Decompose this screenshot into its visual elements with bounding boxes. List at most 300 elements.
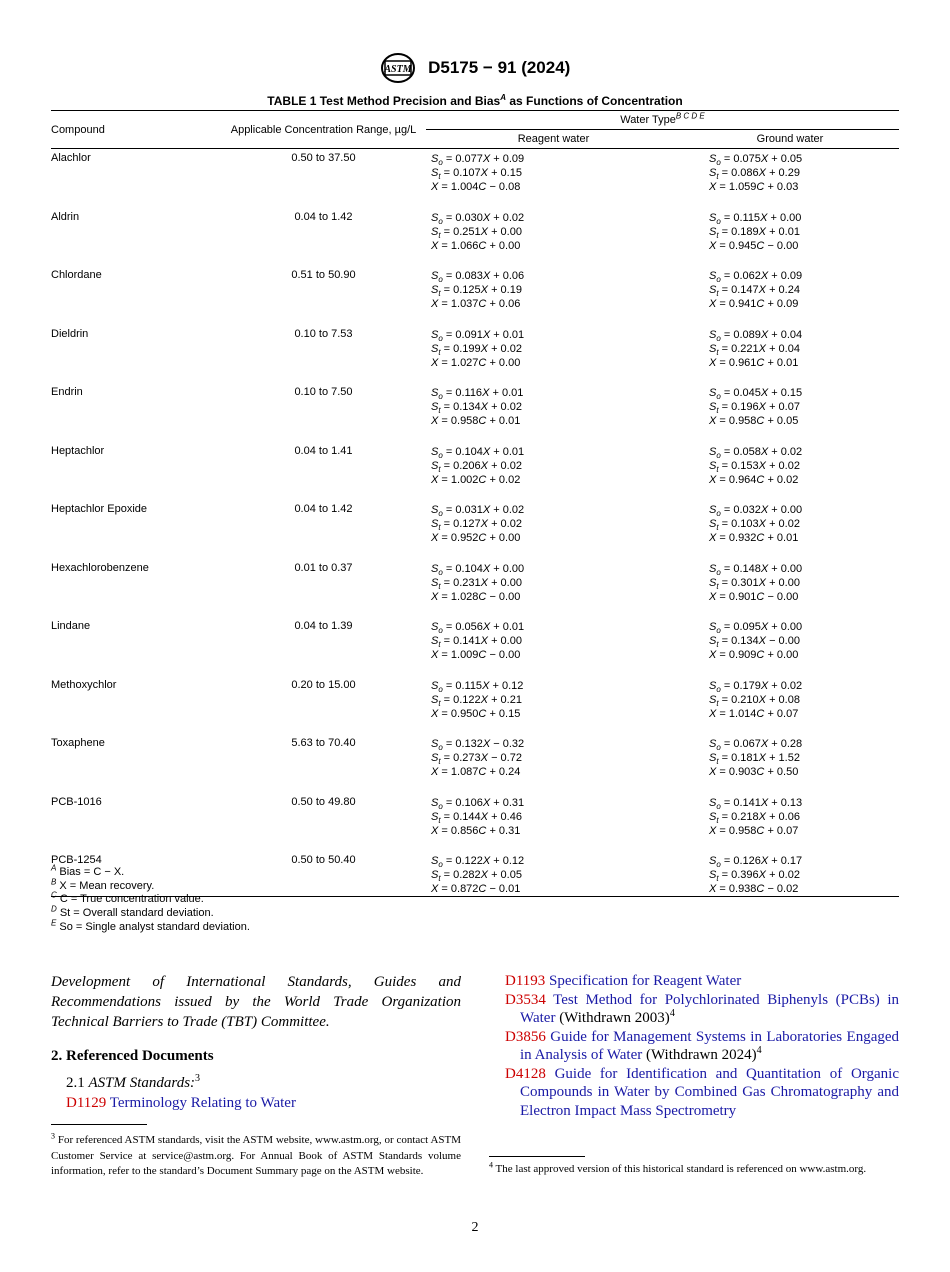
equation-line: $S_t = 0.107X + 0.15$ [431, 167, 522, 182]
concentration-range: 0.50 to 49.80 [291, 795, 356, 808]
equation-line: X = 1.066C + 0.00 [431, 239, 521, 252]
equation-coefficient: 0.958 [728, 415, 757, 427]
equation-coefficient: 0.067 [733, 738, 761, 750]
equation-constant: − 0.08 [489, 181, 521, 193]
equation-line: $S_o = 0.148X + 0.00$ [709, 562, 803, 577]
equation-constant: + 0.06 [769, 810, 800, 823]
equation-constant: − 0.01 [489, 883, 521, 895]
table-footnote-text: X = Mean recovery. [59, 879, 155, 892]
table-footnote: $^B$ X = Mean recovery. [51, 877, 155, 892]
footnote-3 [51, 1133, 461, 1180]
equation-line: $S_t = 0.210X + 0.08$ [709, 693, 800, 708]
equation-coefficient: 0.950 [450, 707, 479, 720]
equation-coefficient: 0.116 [455, 387, 483, 399]
equation-line: X = 1.027C + 0.00 [431, 356, 521, 369]
section-heading: 2. Referenced Documents [51, 1048, 214, 1064]
equation-constant: + 0.12 [492, 679, 524, 692]
equation-coefficient: 0.125 [453, 284, 481, 296]
equation-constant: + 0.15 [489, 707, 521, 720]
equation-coefficient: 0.148 [733, 562, 761, 575]
equation-coefficient: 0.153 [731, 459, 759, 472]
equation-constant: + 0.07 [767, 824, 799, 837]
equation-line: $S_t = 0.153X + 0.02$ [709, 459, 800, 474]
concentration-range: 0.10 to 7.50 [294, 386, 353, 398]
standard-designation: D5175 − 91 (2024) [428, 58, 571, 77]
equation-line: X = 1.059C + 0.03 [709, 181, 799, 193]
equation-coefficient: 0.126 [733, 855, 761, 867]
equation-coefficient: 0.210 [731, 693, 759, 706]
equation-constant: + 0.00 [771, 562, 803, 575]
reference-item[interactable] [505, 972, 899, 991]
equation-coefficient: 0.122 [455, 855, 483, 867]
header-compound: Compound [51, 123, 105, 136]
equation-coefficient: 0.141 [453, 635, 481, 647]
equation-constant: + 0.08 [769, 693, 800, 706]
equation-line: $S_t = 0.206X + 0.02$ [431, 459, 522, 474]
reagent-water-equations [426, 676, 681, 735]
equation-coefficient: 0.077 [455, 153, 483, 165]
equation-line: $S_t = 0.125X + 0.19$ [431, 284, 522, 299]
equation-constant: + 0.02 [771, 679, 803, 692]
equation-constant: + 0.29 [769, 167, 800, 179]
equation-coefficient: 0.251 [453, 225, 481, 238]
reference-title-link[interactable]: Specification for Reagent Water [549, 973, 742, 989]
equation-line: X = 0.945C − 0.00 [709, 239, 799, 252]
equation-constant: + 0.28 [771, 738, 803, 750]
ground-water-equations [681, 442, 899, 501]
equation-constant: + 0.02 [771, 445, 803, 458]
equation-constant: + 0.00 [489, 356, 521, 369]
equation-constant: + 0.02 [491, 459, 522, 472]
equation-constant: + 0.12 [493, 855, 525, 867]
equation-coefficient: 0.181 [731, 752, 759, 764]
equation-coefficient: 0.218 [731, 810, 759, 823]
footnote-mark: 3 [51, 1131, 55, 1141]
header-concentration-range: Applicable Concentration Range, µg/L [230, 123, 417, 136]
equation-constant: + 0.04 [771, 328, 803, 341]
equation-coefficient: 0.206 [453, 459, 481, 472]
equation-line: $S_o = 0.031X + 0.02$ [431, 504, 525, 519]
reference-title-link[interactable]: Guide for Identification and Quantitation of Organic Compounds in Water by Combined Gas Chromatography and Electron Impact Mass Spectrometry [520, 1065, 899, 1119]
reagent-water-equations [426, 383, 681, 442]
reagent-water-equations [426, 734, 681, 793]
table-caption [51, 94, 899, 108]
reagent-water-equations [426, 208, 681, 267]
equation-constant: + 0.31 [489, 824, 521, 837]
table-row [51, 149, 899, 208]
equation-constant: + 0.01 [492, 387, 524, 399]
equation-coefficient: 1.014 [728, 707, 757, 720]
equation-constant: + 0.46 [491, 810, 522, 823]
equation-coefficient: 0.856 [450, 824, 479, 837]
equation-coefficient: 0.134 [731, 635, 759, 647]
equation-coefficient: 1.009 [450, 649, 479, 661]
equation-line: $S_o = 0.077X + 0.09$ [431, 153, 525, 168]
table-row [51, 442, 899, 501]
header-water-type-text: Water Type [620, 114, 676, 126]
equation-coefficient: 0.144 [453, 810, 481, 823]
equation-coefficient: 1.028 [450, 590, 479, 603]
equation-line: $S_o = 0.106X + 0.31$ [431, 796, 525, 811]
equation-line: $S_o = 0.115X + 0.00$ [709, 211, 802, 226]
equation-line: X = 0.903C + 0.50 [709, 766, 799, 778]
equation-coefficient: 1.066 [450, 239, 479, 252]
equation-coefficient: 0.127 [453, 518, 481, 530]
compound-name: Endrin [51, 386, 83, 398]
equation-constant: + 0.01 [493, 445, 525, 458]
right-column [505, 972, 899, 1120]
equation-line: $S_o = 0.115X + 0.12$ [431, 679, 524, 694]
equation-constant: + 0.15 [491, 167, 522, 179]
compound-name: Dieldrin [51, 327, 89, 340]
equation-constant: − 0.72 [491, 752, 522, 764]
equation-coefficient: 0.106 [455, 796, 483, 809]
reagent-water-equations [426, 851, 681, 897]
compound-name: Chlordane [51, 269, 102, 281]
equation-line: X = 0.964C + 0.02 [709, 473, 799, 486]
equation-line: $S_o = 0.095X + 0.00$ [709, 621, 803, 636]
header-water-type [426, 111, 899, 130]
reagent-water-equations [426, 500, 681, 559]
equation-constant: + 0.02 [493, 504, 525, 516]
equation-constant: + 0.02 [769, 518, 800, 530]
equation-line: $S_o = 0.141X + 0.13$ [709, 796, 803, 811]
compound-name: Alachlor [51, 152, 91, 164]
equation-constant: + 0.05 [771, 153, 803, 165]
equation-constant: + 0.00 [769, 576, 800, 589]
subsection-footnote-mark: 3 [195, 1073, 201, 1084]
equation-line: X = 0.909C + 0.00 [709, 649, 799, 661]
reference-note: (Withdrawn 2024) [642, 1047, 757, 1063]
ground-water-equations [681, 734, 899, 793]
compound-name: Methoxychlor [51, 678, 117, 691]
reference-footnote-mark: 4 [756, 1045, 762, 1056]
equation-constant: − 0.32 [493, 738, 525, 750]
equation-constant: − 0.02 [767, 883, 799, 895]
table-row [51, 266, 899, 325]
equation-coefficient: 0.901 [728, 590, 757, 603]
equation-line: X = 1.087C + 0.24 [431, 766, 521, 778]
reference-title-link[interactable]: Guide for Management Systems in Laboratories Engaged in Analysis of Water [520, 1028, 900, 1063]
equation-coefficient: 0.909 [728, 649, 757, 661]
table-footnote: $^C$ C = True concentration value. [51, 890, 204, 906]
reference-code-link[interactable]: D4128 [505, 1065, 546, 1082]
equation-line: X = 0.950C + 0.15 [431, 707, 521, 720]
equation-coefficient: 0.961 [728, 356, 757, 369]
ground-water-equations [681, 325, 899, 384]
concentration-range: 0.04 to 1.42 [294, 210, 353, 223]
equation-coefficient: 0.196 [731, 401, 759, 413]
equation-constant: − 0.00 [489, 649, 521, 661]
ground-water-equations [681, 851, 899, 897]
equation-line: $S_o = 0.091X + 0.01$ [431, 328, 525, 343]
equation-line: $S_t = 0.134X + 0.02$ [431, 401, 522, 416]
equation-line: X = 1.002C + 0.02 [431, 473, 521, 486]
equation-constant: + 0.01 [767, 356, 799, 369]
table-footnote-text: Bias = C − X. [59, 866, 125, 878]
table-body [51, 149, 899, 897]
equation-constant: − 0.00 [489, 590, 521, 603]
equation-coefficient: 0.231 [453, 576, 481, 589]
concentration-range: 0.01 to 0.37 [294, 561, 353, 574]
astm-logo-icon [380, 52, 416, 84]
reference-code-link[interactable]: D1129 [66, 1095, 107, 1111]
ground-water-equations [681, 617, 899, 676]
equation-constant: + 0.01 [767, 532, 799, 544]
ground-water-equations [681, 149, 899, 208]
reference-code-link[interactable]: D3534 [505, 991, 546, 1008]
equation-constant: + 0.00 [491, 225, 522, 238]
equation-coefficient: 0.964 [728, 473, 757, 486]
concentration-range: 0.04 to 1.42 [294, 503, 353, 515]
equation-constant: + 0.02 [769, 869, 800, 881]
reference-code-link[interactable]: D3856 [505, 1028, 546, 1045]
equation-coefficient: 0.958 [728, 824, 757, 837]
equation-coefficient: 0.031 [455, 504, 483, 516]
equation-line: X = 1.037C + 0.06 [431, 298, 521, 310]
page-number: 2 [471, 1220, 479, 1235]
equation-constant: + 0.17 [771, 855, 803, 867]
reference-footnote-mark: 4 [669, 1008, 675, 1019]
equation-coefficient: 0.056 [455, 621, 483, 633]
concentration-range: 0.04 to 1.39 [294, 620, 353, 632]
reference-code-link[interactable]: D1193 [505, 973, 546, 989]
table-row [51, 559, 899, 618]
equation-constant: + 0.24 [489, 766, 521, 778]
equation-line: X = 0.952C + 0.00 [431, 532, 521, 544]
table-footnote: $^E$ So = Single analyst standard deviation. [51, 918, 250, 933]
equation-line: $S_t = 0.141X + 0.00$ [431, 635, 522, 650]
reagent-water-equations [426, 325, 681, 384]
equation-coefficient: 0.115 [455, 679, 483, 692]
equation-coefficient: 0.103 [731, 518, 759, 530]
precision-bias-table [51, 110, 899, 897]
equation-coefficient: 1.027 [450, 356, 479, 369]
reference-title-link[interactable]: Terminology Relating to Water [109, 1095, 296, 1111]
equation-line: X = 0.901C − 0.00 [709, 590, 799, 603]
ground-water-equations [681, 266, 899, 325]
equation-line: $S_t = 0.134X - 0.00$ [709, 635, 800, 650]
equation-constant: − 0.00 [767, 239, 799, 252]
equation-coefficient: 0.095 [733, 621, 761, 633]
subsection-title: ASTM Standards: [88, 1075, 196, 1091]
equation-line: $S_t = 0.144X + 0.46$ [431, 810, 522, 825]
equation-constant: + 0.15 [771, 387, 803, 399]
equation-coefficient: 0.115 [733, 211, 761, 224]
equation-line: X = 1.009C − 0.00 [431, 649, 521, 661]
equation-coefficient: 0.083 [455, 270, 483, 282]
compound-name: Aldrin [51, 210, 80, 223]
intro-paragraph: Development of International Standards, Guides and Recommendations issued by the World Trade Organization Technical Barriers to Trade (TBT) Committee. [51, 974, 461, 1030]
equation-line: X = 0.872C − 0.01 [431, 883, 521, 895]
equation-coefficient: 1.059 [728, 181, 757, 193]
ground-water-equations [681, 383, 899, 442]
ground-water-equations [681, 676, 899, 735]
header-reagent-water: Reagent water [517, 133, 590, 145]
equation-line: X = 1.028C − 0.00 [431, 590, 521, 603]
ground-water-equations [681, 559, 899, 618]
equation-line: $S_t = 0.196X + 0.07$ [709, 401, 800, 416]
equation-constant: + 0.01 [493, 328, 525, 341]
equation-coefficient: 0.903 [728, 766, 757, 778]
left-column [51, 972, 461, 1113]
compound-name: PCB-1254 [51, 854, 102, 866]
table-footnote-text: C = True concentration value. [59, 893, 204, 906]
table-row [51, 383, 899, 442]
equation-coefficient: 0.091 [455, 328, 483, 341]
table-footnote: $^D$ St = Overall standard deviation. [51, 904, 214, 920]
equation-coefficient: 0.104 [455, 562, 483, 575]
equation-constant: + 0.19 [491, 284, 522, 296]
equation-constant: + 0.02 [491, 401, 522, 413]
equation-line: X = 0.961C + 0.01 [709, 356, 799, 369]
equation-constant: + 0.02 [489, 473, 521, 486]
equation-constant: + 0.06 [493, 270, 525, 282]
equation-coefficient: 0.058 [733, 445, 761, 458]
reagent-water-equations [426, 793, 681, 852]
equation-constant: + 0.00 [493, 562, 525, 575]
equation-line: $S_t = 0.122X + 0.21$ [431, 693, 522, 708]
equation-line: X = 0.958C + 0.01 [431, 415, 521, 427]
equation-line: $S_t = 0.189X + 0.01$ [709, 225, 800, 240]
reference-item[interactable] [505, 991, 899, 1028]
table-row [51, 208, 899, 267]
subsection-number: 2.1 [66, 1075, 89, 1091]
equation-line: $S_o = 0.104X + 0.01$ [431, 445, 525, 460]
equation-coefficient: 0.189 [731, 225, 759, 238]
equation-constant: + 0.03 [767, 181, 799, 193]
table-footnote-text: So = Single analyst standard deviation. [59, 920, 250, 933]
reagent-water-equations [426, 559, 681, 618]
equation-constant: + 0.09 [493, 153, 525, 165]
equation-line: $S_o = 0.179X + 0.02$ [709, 679, 803, 694]
equation-line: X = 0.958C + 0.05 [709, 415, 799, 427]
equation-line: $S_o = 0.067X + 0.28$ [709, 738, 803, 753]
equation-line: X = 0.958C + 0.07 [709, 824, 799, 837]
equation-coefficient: 0.958 [450, 415, 479, 427]
equation-coefficient: 0.134 [453, 401, 481, 413]
equation-constant: + 0.09 [767, 298, 799, 310]
equation-line: $S_o = 0.058X + 0.02$ [709, 445, 803, 460]
concentration-range: 0.51 to 50.90 [291, 269, 356, 281]
equation-line: X = 0.932C + 0.01 [709, 532, 799, 544]
equation-coefficient: 0.107 [453, 167, 481, 179]
compound-name: PCB-1016 [51, 795, 102, 808]
equation-line: $S_o = 0.075X + 0.05$ [709, 153, 803, 168]
table-footnote-text: St = Overall standard deviation. [59, 907, 214, 920]
table-row [51, 325, 899, 384]
equation-line: $S_t = 0.282X + 0.05$ [431, 869, 522, 884]
equation-line: $S_t = 0.181X + 1.52$ [709, 752, 800, 767]
reference-title-link[interactable]: Test Method for Polychlorinated Biphenyls (PCBs) in Water [520, 991, 899, 1026]
equation-constant: + 0.02 [493, 211, 525, 224]
reference-item[interactable] [505, 1065, 899, 1121]
equation-line: $S_t = 0.301X + 0.00$ [709, 576, 800, 591]
equation-coefficient: 0.301 [731, 576, 759, 589]
equation-constant: + 0.00 [770, 211, 802, 224]
reagent-water-equations [426, 149, 681, 208]
equation-coefficient: 0.938 [728, 883, 757, 895]
equation-coefficient: 0.952 [450, 532, 479, 544]
equation-coefficient: 0.104 [455, 445, 483, 458]
equation-constant: + 0.21 [491, 693, 522, 706]
footnote-4 [489, 1162, 899, 1178]
equation-line: $S_o = 0.116X + 0.01$ [431, 387, 524, 402]
equation-coefficient: 1.037 [450, 298, 479, 310]
compound-name: Heptachlor Epoxide [51, 503, 148, 515]
equation-coefficient: 0.062 [733, 270, 761, 282]
footnote-text: The last approved version of this historical standard is referenced on www.astm.org. [493, 1163, 867, 1175]
equation-line: $S_t = 0.251X + 0.00$ [431, 225, 522, 240]
svg-text:ASTM: ASTM [384, 64, 412, 75]
table-row [51, 500, 899, 559]
equation-coefficient: 1.004 [450, 181, 479, 193]
reagent-water-equations [426, 617, 681, 676]
table-footnote: $^A$ Bias = C − X. [51, 863, 125, 878]
equation-coefficient: 0.199 [453, 342, 481, 355]
equation-constant: + 0.01 [489, 415, 521, 427]
equation-constant: + 0.07 [767, 707, 799, 720]
table-row [51, 734, 899, 793]
water-type-footnote-marks: B C D E [675, 111, 705, 121]
equation-coefficient: 0.872 [450, 883, 479, 895]
footnote-text: For referenced ASTM standards, visit the ASTM website, www.astm.org, or contact ASTM Customer Service at service@astm.org. For Annual Book of ASTM Standards volume information, refer to the standard’s Document Summary page on the ASTM website. [51, 1134, 461, 1177]
equation-constant: + 0.07 [769, 401, 800, 413]
equation-line: $S_o = 0.104X + 0.00$ [431, 562, 525, 577]
equation-line: $S_t = 0.199X + 0.02$ [431, 342, 522, 357]
equation-line: $S_o = 0.045X + 0.15$ [709, 387, 803, 402]
reagent-water-equations [426, 442, 681, 501]
equation-constant: + 0.02 [491, 518, 522, 530]
equation-line: X = 1.004C − 0.08 [431, 181, 521, 193]
caption-footnote-mark: A [500, 93, 507, 102]
equation-line: $S_o = 0.032X + 0.00$ [709, 504, 803, 519]
ground-water-equations [681, 208, 899, 267]
equation-constant: + 0.05 [491, 869, 522, 881]
table-row [51, 676, 899, 735]
equation-line: $S_o = 0.062X + 0.09$ [709, 270, 803, 285]
ground-water-equations [681, 500, 899, 559]
equation-constant: + 0.00 [491, 576, 522, 589]
equation-line: $S_o = 0.126X + 0.17$ [709, 855, 803, 870]
reference-item[interactable] [51, 1093, 461, 1113]
equation-line: X = 1.014C + 0.07 [709, 707, 799, 720]
compound-name: Lindane [51, 620, 91, 632]
equation-line: $S_t = 0.147X + 0.24$ [709, 284, 800, 299]
equation-coefficient: 0.132 [455, 738, 483, 750]
reference-note: (Withdrawn 2003) [555, 1010, 670, 1026]
compound-name: Toxaphene [51, 737, 105, 749]
equation-coefficient: 0.089 [733, 328, 761, 341]
equation-constant: + 0.05 [767, 415, 799, 427]
equation-constant: + 0.01 [769, 225, 800, 238]
equation-coefficient: 0.141 [733, 796, 761, 809]
equation-constant: + 0.50 [767, 766, 799, 778]
reference-item[interactable] [505, 1028, 899, 1065]
equation-line: $S_t = 0.221X + 0.04$ [709, 342, 800, 357]
concentration-range: 0.50 to 50.40 [291, 854, 356, 866]
equation-constant: + 0.01 [493, 621, 525, 633]
equation-constant: + 0.02 [491, 342, 522, 355]
equation-coefficient: 0.032 [733, 504, 761, 516]
table-footnotes [51, 863, 250, 935]
table-caption-tail: as Functions of Concentration [506, 94, 683, 108]
subsection-heading [51, 1073, 461, 1093]
equation-coefficient: 0.122 [453, 693, 481, 706]
concentration-range: 0.04 to 1.41 [294, 444, 353, 457]
equation-constant: + 0.00 [491, 635, 522, 647]
equation-coefficient: 0.075 [733, 153, 761, 165]
